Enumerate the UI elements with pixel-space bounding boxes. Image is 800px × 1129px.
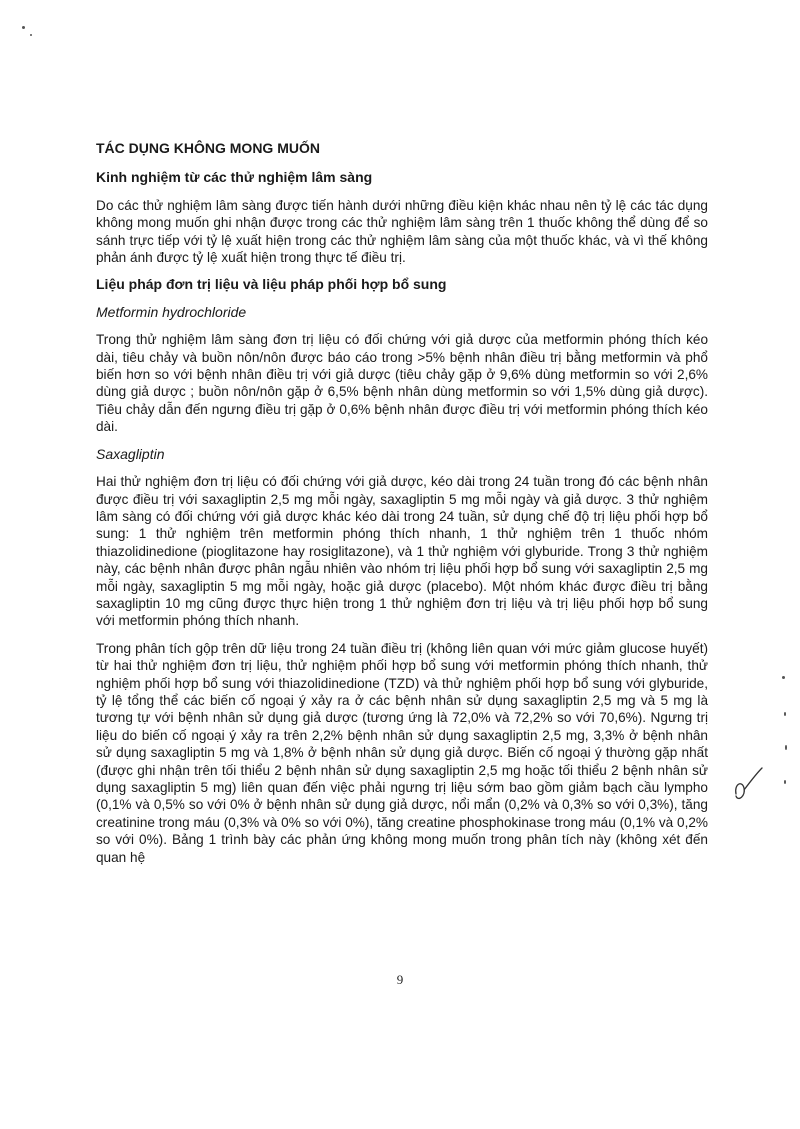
metformin-paragraph: Trong thử nghiệm lâm sàng đơn trị liệu có đối chứng với giả dược của metformin phóng thích kéo dài, tiêu chảy và buồn nôn/nôn được báo cáo trong >5% bệnh nhân điều trị bằng metformin và phổ biến hơn so với bệnh nhân điều trị với giả dược (tiêu chảy gặp ở 9,6% dùng metformin so với 2,6% dùng giả dược ; buồn nôn/nôn gặp ở 6,5% bệnh nhân dùng metformin so với 1,5% dùng giả dược). Tiêu chảy dẫn đến ngưng điều trị gặp ở 0,6% bệnh nhân được điều trị với metformin phóng thích kéo dài. bbox=[96, 332, 708, 435]
saxagliptin-paragraph-1: Hai thử nghiệm đơn trị liệu có đối chứng với giả dược, kéo dài trong 24 tuần trong đó các bệnh nhân được điều trị với saxagliptin 2,5 mg mỗi ngày, saxagliptin 5 mg mỗi ngày và giả dược. 3 thử nghiệm lâm sàng có đối chứng với giả dược khác kéo dài trong 24 tuần, sử dụng chế độ trị liệu phối hợp bổ sung: 1 thử nghiệm trên metformin phóng thích nhanh, 1 thử nghiệm trên 1 thuốc nhóm thiazolidinedione (pioglitazone hay rosiglitazone), và 1 thử nghiệm với glyburide. Trong 3 thử nghiệm này, các bệnh nhân được phân ngẫu nhiên vào nhóm trị liệu phối hợp bổ sung với saxagliptin 2,5 mg mỗi ngày, saxagliptin 5 mg mỗi ngày, hoặc giả dược (placebo). Một nhóm khác được điều trị bằng saxagliptin 10 mg cũng được thực hiện trong 1 thử nghiệm đơn trị liệu và trị liệu phối hợp bổ sung với metformin phóng thích nhanh. bbox=[96, 474, 708, 629]
clinical-trials-title: Kinh nghiệm từ các thử nghiệm lâm sàng bbox=[96, 169, 373, 186]
clinical-trials-paragraph: Do các thử nghiệm lâm sàng được tiến hành dưới những điều kiện khác nhau nên tỷ lệ các tác dụng không mong muốn ghi nhận được trong các thử nghiệm lâm sàng trên 1 thuốc không thể dùng để so sánh trực tiếp với tỷ lệ xuất hiện trong các thử nghiệm lâm sàng của một thuốc khác, và vì thế không phản ánh được tỷ lệ xuất hiện trong thực tế điều trị. bbox=[96, 197, 708, 266]
metformin-subtitle: Metformin hydrochloride bbox=[96, 303, 247, 320]
scan-dot bbox=[22, 26, 25, 29]
document-page bbox=[96, 140, 708, 876]
scan-dot bbox=[785, 745, 787, 750]
therapy-title: Liệu pháp đơn trị liệu và liệu pháp phối hợp bổ sung bbox=[96, 276, 447, 293]
scan-dot bbox=[784, 780, 786, 784]
saxagliptin-subtitle: Saxagliptin bbox=[96, 445, 165, 462]
page-number: 9 bbox=[396, 972, 404, 987]
section-heading: TÁC DỤNG KHÔNG MONG MUỐN bbox=[96, 140, 320, 156]
saxagliptin-paragraph-2: Trong phân tích gộp trên dữ liệu trong 24 tuần điều trị (không liên quan với mức giảm glucose huyết) từ hai thử nghiệm đơn trị liệu, thử nghiệm phối hợp bổ sung với metformin phóng thích nhanh, thử nghiệm phối hợp bổ sung với thiazolidinedione (TZD) và thử nghiệm phối hợp bổ sung với glyburide, tỷ lệ tổng thể các biến cố ngoại ý xảy ra ở các bệnh nhân sử dụng saxagliptin 2,5 mg và 5 mg là tương tự với bệnh nhân sử dụng giả dược (tương ứng là 72,0% và 72,2% so với 70,6%). Ngưng trị liệu do biến cố ngoại ý xảy ra trên 2,2% bệnh nhân sử dụng saxagliptin 2,5 mg, 3,3% ở bệnh nhân sử dụng saxagliptin 5 mg và 1,8% ở bệnh nhân sử dụng giả dược. Biến cố ngoại ý thường gặp nhất (được ghi nhận trên tối thiểu 2 bệnh nhân sử dụng saxagliptin 2,5 mg hoặc tối thiểu 2 bệnh nhân sử dụng saxagliptin 5 mg) liên quan đến việc phải ngưng trị liệu sớm bao gồm giảm bạch cầu lympho (0,1% và 0,5% so với 0% ở bệnh nhân sử dụng giả dược, nổi mẩn (0,2% và 0,3% so với 0,3%), tăng creatinine trong máu (0,3% và 0% so với 0%), tăng creatine phosphokinase trong máu (0,1% và 0,2% so với 0%). Bảng 1 trình bày các phản ứng không mong muốn trong phân tích này (không xét đến quan hệ bbox=[96, 640, 708, 865]
scan-dot bbox=[30, 34, 32, 36]
handwritten-initials-icon bbox=[728, 760, 768, 810]
scan-dot bbox=[782, 676, 785, 679]
scan-dot bbox=[784, 712, 786, 716]
